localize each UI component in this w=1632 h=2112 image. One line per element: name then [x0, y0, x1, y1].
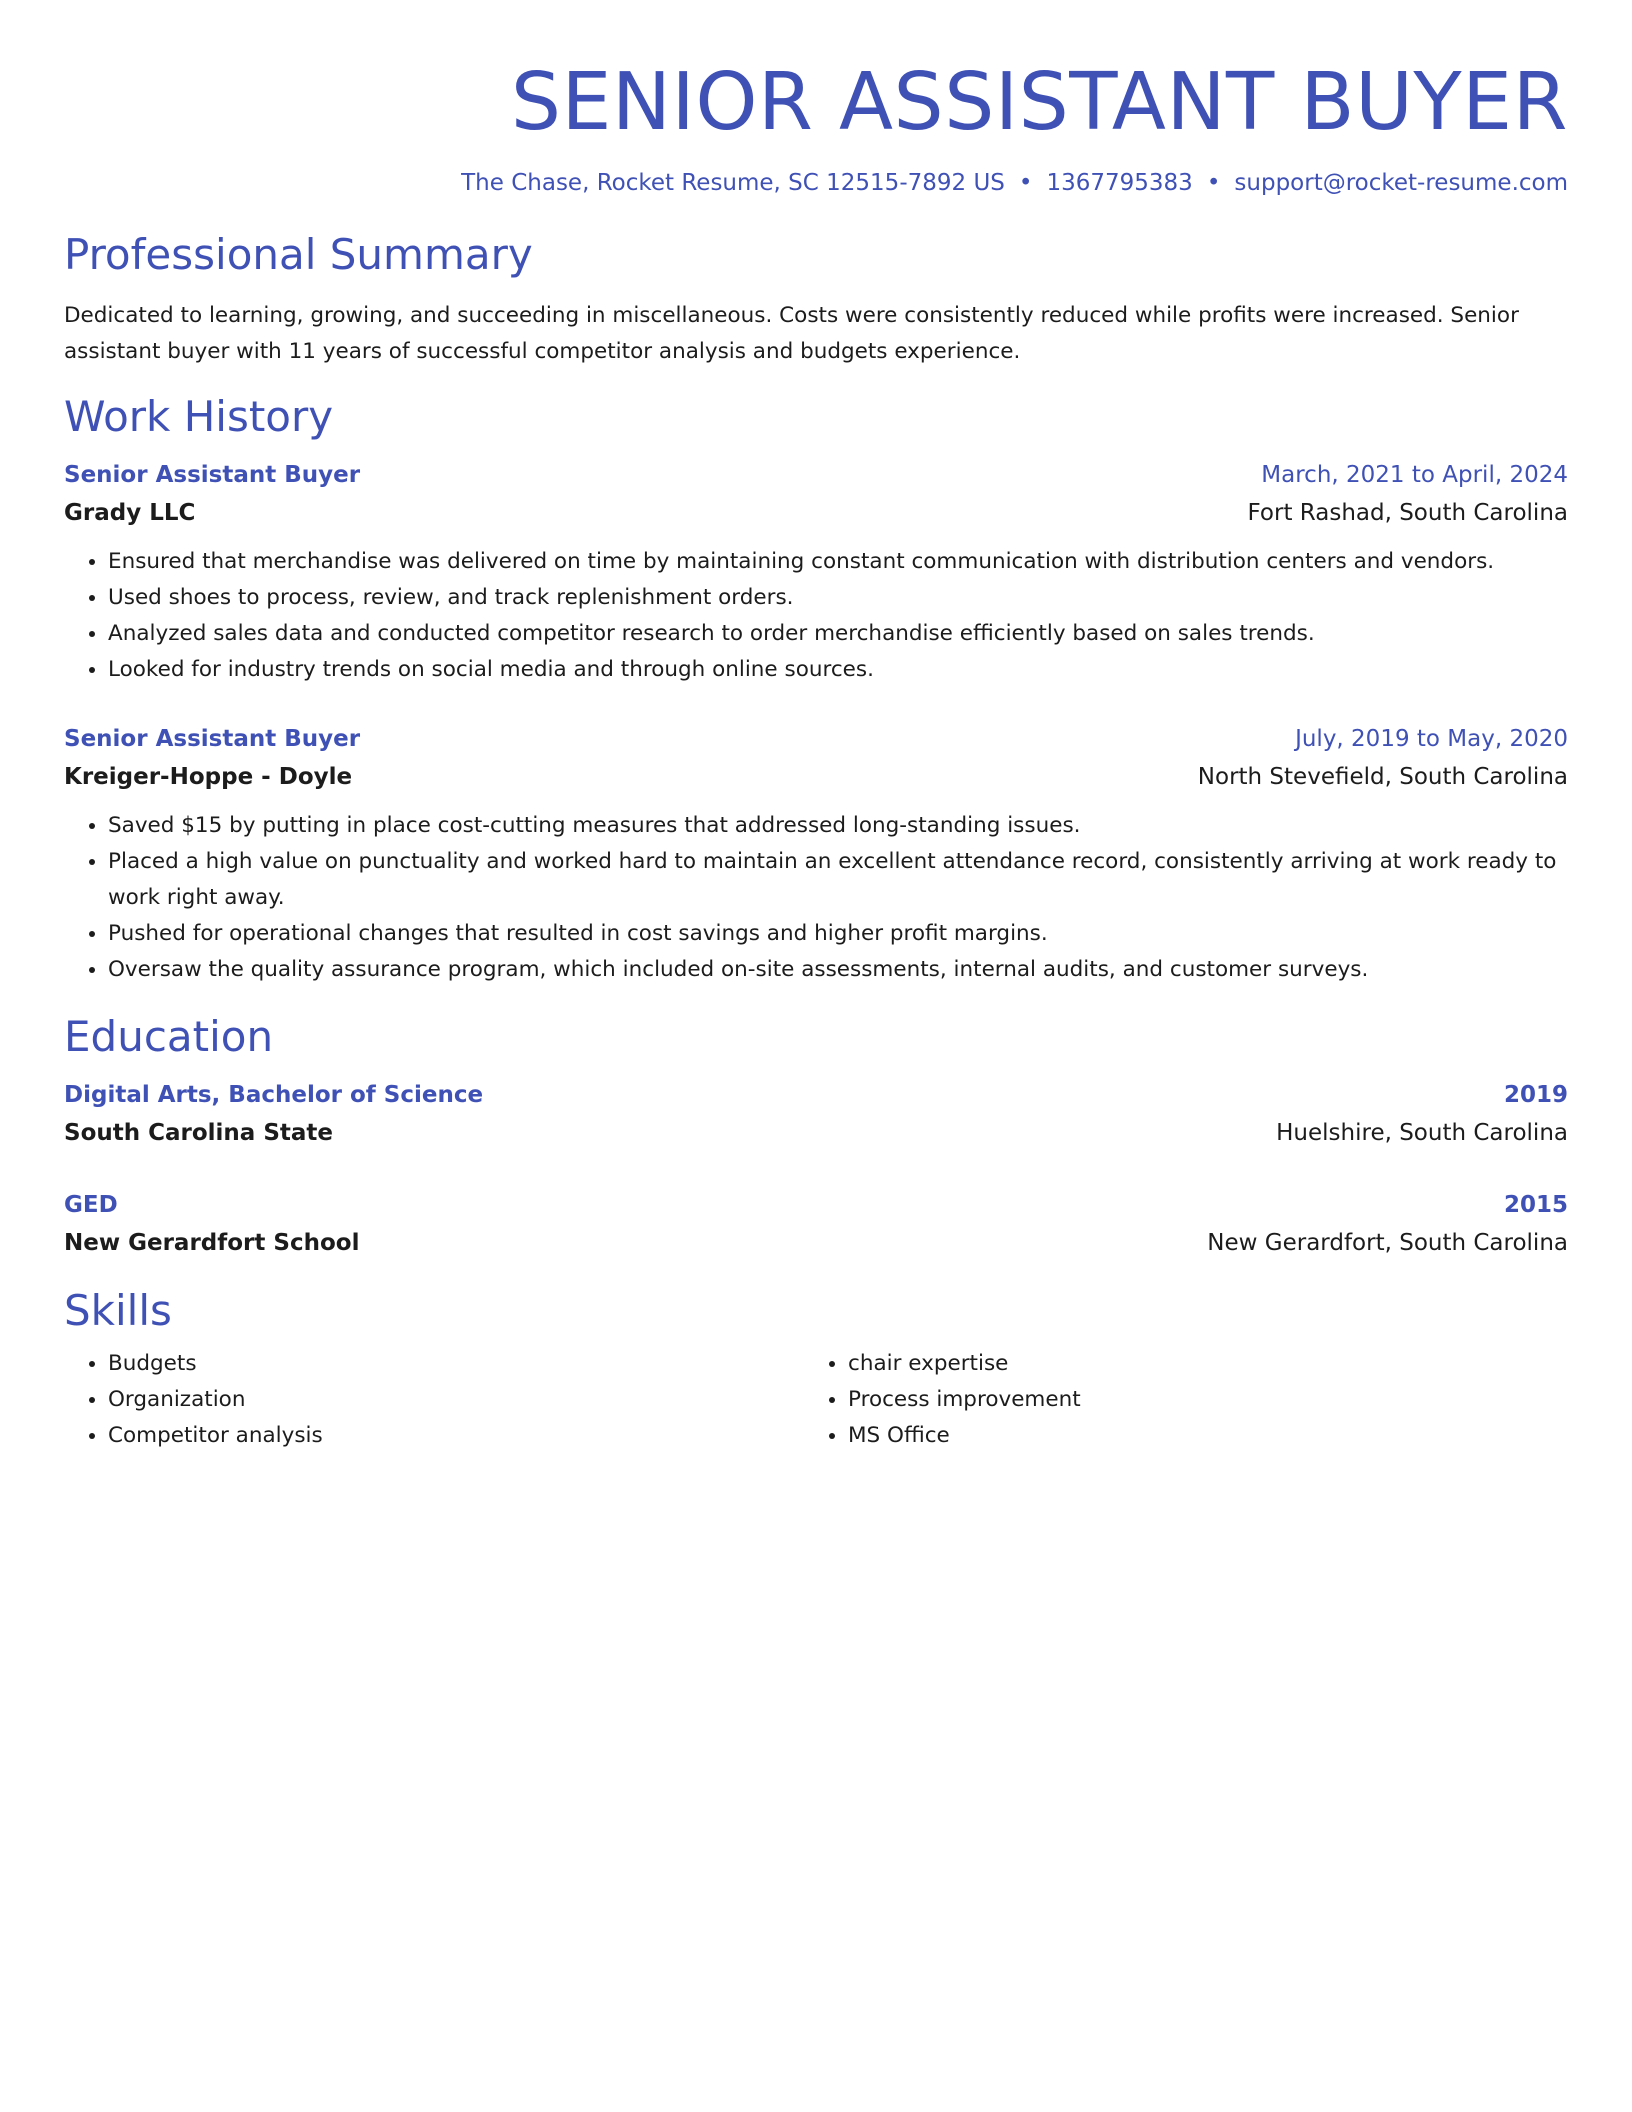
skills-left-list: [64, 1346, 804, 1454]
job-bullets: [64, 808, 1568, 988]
job-title: Senior Assistant Buyer: [64, 462, 361, 488]
skill-item: • Process improvement: [848, 1382, 1544, 1418]
education-entry: [64, 1076, 1568, 1152]
skill-item: • chair expertise: [848, 1346, 1544, 1382]
education-heading: Education: [64, 1012, 274, 1061]
work-entry: [64, 456, 1568, 688]
skills-right-list: [804, 1346, 1544, 1454]
contact-line: [64, 168, 1568, 198]
work-entry-subheader: [64, 758, 1568, 796]
school-location: New Gerardfort, South Carolina: [1207, 1230, 1568, 1256]
contact-address: The Chase, Rocket Resume, SC 12515-7892 US: [461, 170, 1005, 196]
skills-list: [64, 1346, 1568, 1454]
education-entry-header: [64, 1076, 1568, 1114]
work-history-heading: Work History: [64, 392, 334, 441]
graduation-year: 2019: [1503, 1082, 1568, 1108]
job-bullet: • Looked for industry trends on social media and through online sources.: [108, 652, 1568, 688]
job-dates: July, 2019 to May, 2020: [1295, 726, 1568, 752]
job-bullet: • Saved $15 by putting in place cost-cutting measures that addressed long-standing issues.: [108, 808, 1568, 844]
job-bullet: • Ensured that merchandise was delivered on time by maintaining constant communication with distribution centers and vendors.: [108, 544, 1568, 580]
work-entry-header: [64, 456, 1568, 494]
contact-email: support@rocket-resume.com: [1234, 170, 1568, 196]
skill-item: • Budgets: [108, 1346, 804, 1382]
job-location: Fort Rashad, South Carolina: [1247, 500, 1568, 526]
work-entry: [64, 720, 1568, 988]
candidate-name: SENIOR ASSISTANT BUYER: [510, 56, 1568, 148]
education-entry-subheader: [64, 1114, 1568, 1152]
education-entry-subheader: [64, 1224, 1568, 1262]
job-title: Senior Assistant Buyer: [64, 726, 361, 752]
company-name: Kreiger-Hoppe - Doyle: [64, 764, 353, 790]
summary-heading: Professional Summary: [64, 230, 533, 279]
skill-item: • Organization: [108, 1382, 804, 1418]
job-dates: March, 2021 to April, 2024: [1261, 462, 1568, 488]
job-bullet: • Used shoes to process, review, and track replenishment orders.: [108, 580, 1568, 616]
education-entry-header: [64, 1186, 1568, 1224]
job-bullet: • Analyzed sales data and conducted competitor research to order merchandise efficiently based on sales trends.: [108, 616, 1568, 652]
degree-name: GED: [64, 1192, 118, 1218]
skill-item: • MS Office: [848, 1418, 1544, 1454]
work-entry-header: [64, 720, 1568, 758]
school-name: South Carolina State: [64, 1120, 334, 1146]
resume-page: [64, 0, 1568, 1454]
resume-header: [64, 0, 1568, 198]
skills-column-right: [804, 1346, 1544, 1454]
contact-separator: •: [1206, 170, 1221, 196]
job-bullet: • Placed a high value on punctuality and worked hard to maintain an excellent attendance record, consistently arriving at work ready to work right away.: [108, 844, 1568, 916]
school-name: New Gerardfort School: [64, 1230, 360, 1256]
contact-phone: 1367795383: [1046, 170, 1193, 196]
degree-name: Digital Arts, Bachelor of Science: [64, 1082, 484, 1108]
contact-separator: •: [1018, 170, 1033, 196]
graduation-year: 2015: [1503, 1192, 1568, 1218]
skills-column-left: [64, 1346, 804, 1454]
skills-heading: Skills: [64, 1286, 172, 1335]
job-location: North Stevefield, South Carolina: [1197, 764, 1568, 790]
job-bullets: [64, 544, 1568, 688]
job-bullet: • Oversaw the quality assurance program, which included on-site assessments, internal audits, and customer surveys.: [108, 952, 1568, 988]
work-entry-subheader: [64, 494, 1568, 532]
school-location: Huelshire, South Carolina: [1276, 1120, 1568, 1146]
education-entry: [64, 1186, 1568, 1262]
skill-item: • Competitor analysis: [108, 1418, 804, 1454]
company-name: Grady LLC: [64, 500, 196, 526]
summary-text: Dedicated to learning, growing, and succeeding in miscellaneous. Costs were consistently reduced while profits were increased. Senior assistant buyer with 11 years of successful competitor analysis and budgets experience.: [64, 303, 1519, 364]
job-bullet: • Pushed for operational changes that resulted in cost savings and higher profit margins.: [108, 916, 1568, 952]
